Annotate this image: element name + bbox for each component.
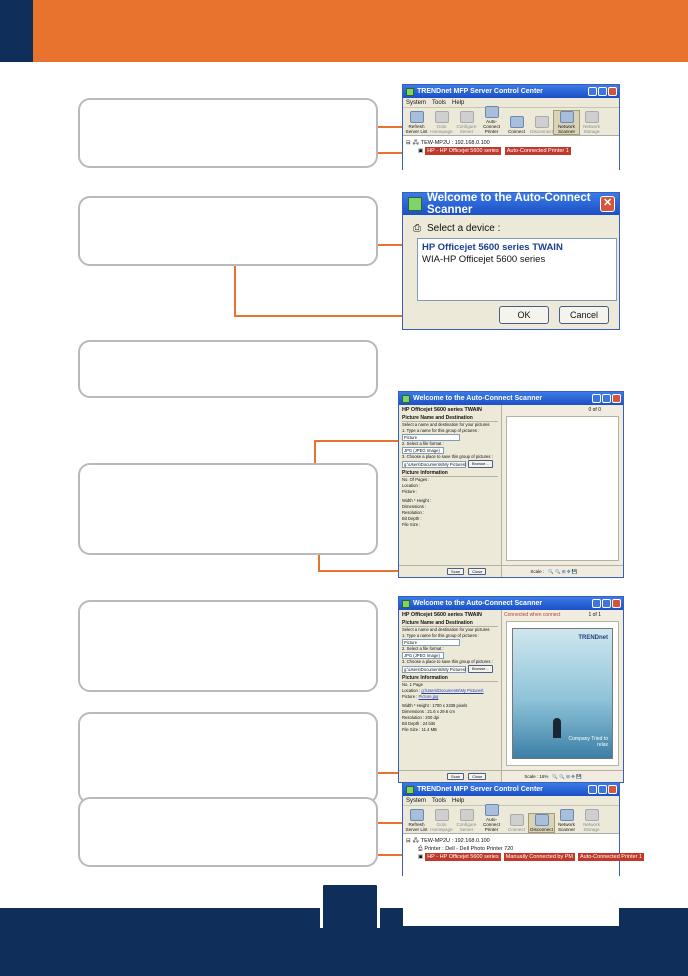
tree-device-row[interactable]: ▣ HP - HP Officejet 5600 series Manually Connected by PM Auto-Connected Printer 1 bbox=[418, 854, 643, 860]
callout-step-2 bbox=[78, 196, 378, 266]
close-button[interactable] bbox=[612, 394, 621, 403]
connected-status: Connected when connect bbox=[504, 612, 561, 618]
info-bit-depth: Bit Depth : bbox=[402, 516, 422, 521]
device-item-wia[interactable]: WIA-HP Officejet 5600 series bbox=[422, 254, 546, 265]
callout-step-3 bbox=[78, 340, 378, 398]
info-resolution: Resolution : bbox=[402, 510, 425, 515]
network-storage-button[interactable]: Network Storage bbox=[579, 111, 604, 134]
scanner-body bbox=[399, 610, 623, 782]
scanner-body bbox=[399, 405, 623, 577]
scan-button[interactable]: Scan bbox=[447, 773, 464, 780]
connect-icon bbox=[510, 814, 524, 826]
info-section-heading: Picture Information bbox=[402, 675, 498, 682]
info-bit-depth: Bit Depth : 24 bits bbox=[402, 721, 436, 726]
close-button[interactable] bbox=[608, 785, 617, 794]
minimize-button[interactable] bbox=[592, 599, 601, 608]
app-icon bbox=[406, 88, 414, 96]
refresh-icon bbox=[410, 809, 424, 821]
info-resolution: Resolution : 200 dpi bbox=[402, 715, 440, 720]
info-pages: No. 1 Page bbox=[402, 682, 423, 687]
storage-icon bbox=[585, 809, 599, 821]
maximize-button[interactable] bbox=[598, 785, 607, 794]
callout-step-6 bbox=[78, 712, 378, 804]
close-dialog-button[interactable]: Close bbox=[468, 568, 486, 575]
name-section-heading: Picture Name and Destination bbox=[402, 415, 498, 422]
scanner-right-pane bbox=[502, 610, 623, 782]
disconnect-icon bbox=[535, 814, 549, 826]
callout-step-1 bbox=[78, 98, 378, 168]
menu-tools[interactable]: Tools bbox=[432, 797, 447, 804]
configure-icon bbox=[460, 809, 474, 821]
configure-server-button[interactable]: Configure Server bbox=[454, 809, 479, 832]
home-icon bbox=[435, 809, 449, 821]
configure-server-button[interactable]: Configure Server bbox=[454, 111, 479, 134]
refresh-server-list-button[interactable]: Refresh Server List bbox=[404, 809, 429, 832]
disconnect-button[interactable]: Disconnect bbox=[529, 814, 554, 832]
scanner-titlebar: Welcome to the Auto-Connect Scanner bbox=[399, 392, 623, 405]
step2-label: 2. Select a file format : bbox=[402, 441, 444, 446]
save-path-input[interactable]: g:\Users\Documents\My Pictures\ bbox=[404, 666, 467, 672]
scanner-icon bbox=[560, 111, 574, 123]
home-icon bbox=[435, 111, 449, 123]
page-counter: 0 of 0 bbox=[588, 407, 601, 413]
scanner-small-icon: ▣ bbox=[418, 854, 424, 860]
picture-name-input[interactable]: Picture bbox=[402, 434, 460, 441]
info-dimensions: Dimensions : 21.6 x 29.6 cm bbox=[402, 709, 455, 714]
header-bar bbox=[0, 0, 688, 62]
step1-label: 1. Type a name for this group of pictures : bbox=[402, 428, 480, 433]
picture-name-input[interactable]: Picture bbox=[402, 639, 460, 646]
minimize-button[interactable] bbox=[592, 394, 601, 403]
scanner-window-scanned bbox=[398, 596, 624, 783]
file-format-select[interactable]: JPG (JPEG Image) bbox=[402, 447, 444, 454]
info-file-size: File Size : bbox=[402, 522, 421, 527]
file-format-select[interactable]: JPG (JPEG Image) bbox=[402, 652, 444, 659]
scanned-poster-image bbox=[512, 628, 613, 759]
callout-step-5 bbox=[78, 600, 378, 692]
info-location: Location : g:\Users\Documents\My Pictures\ bbox=[402, 688, 484, 693]
connect-button[interactable]: Connect bbox=[504, 814, 529, 832]
page-number-box bbox=[320, 882, 380, 928]
toolbar bbox=[403, 806, 619, 834]
info-width-height: Width * Height : bbox=[402, 498, 432, 503]
menu-tools[interactable]: Tools bbox=[432, 99, 447, 106]
tree-printer-row[interactable]: ⎙ Printer : Dell - Dell Photo Printer 720 bbox=[418, 846, 514, 852]
device-list[interactable] bbox=[417, 238, 617, 301]
select-device-dialog bbox=[402, 192, 620, 330]
scanner-window-empty bbox=[398, 391, 624, 578]
disconnect-icon bbox=[535, 116, 549, 128]
tree-device-row[interactable]: ▣ HP - HP Officejet 5600 series Auto-Connected Printer 1 bbox=[418, 148, 569, 154]
minimize-button[interactable] bbox=[588, 87, 597, 96]
printer-icon bbox=[485, 804, 499, 816]
menu-system[interactable]: System bbox=[406, 797, 427, 804]
scanner-right-pane bbox=[502, 405, 623, 577]
control-center-window-2 bbox=[402, 782, 643, 876]
connector-2b-v bbox=[234, 266, 236, 317]
header-tab bbox=[0, 0, 33, 62]
scan-button[interactable]: Scan bbox=[447, 568, 464, 575]
step3-label: 3. Choose a place to save this group of pictures : bbox=[402, 659, 493, 664]
dialog-close-button[interactable]: ✕ bbox=[600, 196, 615, 212]
scale-label: Scale : 16% bbox=[524, 774, 549, 779]
callout-step-4 bbox=[78, 463, 378, 555]
configure-icon bbox=[460, 111, 474, 123]
info-dimensions: Dimensions : bbox=[402, 504, 427, 509]
save-path-input[interactable]: g:\Users\Documents\My Pictures\ bbox=[404, 461, 467, 467]
goto-homepage-button[interactable]: Goto Homepage bbox=[429, 111, 454, 134]
auto-connect-printer-button[interactable]: Auto-Connect Printer bbox=[479, 804, 504, 832]
connect-icon bbox=[510, 116, 524, 128]
scanner-bottom-bar bbox=[399, 565, 623, 577]
callout-step-7 bbox=[78, 797, 378, 867]
printer-small-icon: ⎙ bbox=[418, 846, 423, 852]
device-item-twain[interactable]: HP Officejet 5600 series TWAIN bbox=[422, 242, 563, 253]
select-device-label: ⎙ Select a device : bbox=[413, 223, 501, 234]
tree-collapse-icon[interactable]: ⊟ bbox=[406, 140, 411, 146]
menu-system[interactable]: System bbox=[406, 99, 427, 106]
step1-label: 1. Type a name for this group of pictures : bbox=[402, 633, 480, 638]
connector-4b-v bbox=[318, 555, 320, 570]
menu-bar bbox=[403, 98, 619, 108]
menu-help[interactable]: Help bbox=[452, 797, 465, 804]
scanner-icon: ⎙ bbox=[413, 223, 421, 234]
scanner-small-icon: ▣ bbox=[418, 148, 424, 154]
dialog-titlebar bbox=[403, 193, 619, 215]
close-dialog-button[interactable]: Close bbox=[468, 773, 486, 780]
maximize-button[interactable] bbox=[602, 599, 611, 608]
info-pages: No. Of Pages : bbox=[402, 477, 430, 482]
tree-server-row[interactable]: ⊟ 🖧 TEW-MP2U : 192.168.0.100 bbox=[406, 838, 490, 844]
control-center-titlebar: TRENDnet MFP Server Control Center bbox=[403, 783, 619, 796]
close-button[interactable] bbox=[612, 599, 621, 608]
goto-homepage-button[interactable]: Goto Homepage bbox=[429, 809, 454, 832]
picture-link[interactable]: Picture.jpg bbox=[418, 694, 439, 699]
control-center-title: TRENDnet MFP Server Control Center bbox=[417, 88, 543, 95]
toolbar bbox=[403, 108, 619, 136]
info-width-height: Width * Height : 1700 x 2338 pixels bbox=[402, 703, 468, 708]
info-picture: Picture : bbox=[402, 489, 418, 494]
cancel-button[interactable]: Cancel bbox=[559, 306, 609, 324]
minimize-button[interactable] bbox=[588, 785, 597, 794]
printer-icon bbox=[485, 106, 499, 118]
refresh-icon bbox=[410, 111, 424, 123]
poster-tagline: Company Tried to relax bbox=[568, 736, 608, 748]
app-icon bbox=[406, 786, 414, 794]
info-picture: Picture : Picture.jpg bbox=[402, 694, 439, 699]
poster-person bbox=[553, 718, 561, 738]
poster-brand: TRENDnet bbox=[578, 635, 608, 641]
dialog-title: Welcome to the Auto-Connect Scanner bbox=[427, 192, 591, 216]
scanner-bottom-bar bbox=[399, 770, 623, 782]
network-scanner-button[interactable]: Network Scanner bbox=[554, 809, 579, 832]
scale-label: Scale : bbox=[530, 569, 545, 574]
tree-collapse-icon[interactable]: ⊟ bbox=[406, 838, 411, 844]
server-icon: 🖧 bbox=[412, 838, 419, 844]
device-heading: HP Officejet 5600 series TWAIN bbox=[402, 407, 482, 413]
hint-text: Select a name and destination for your pictures bbox=[402, 422, 490, 427]
zoom-icons: 🔍 🔍 ⊞ ✥ 💾 bbox=[548, 568, 578, 574]
menu-bar bbox=[403, 796, 619, 806]
maximize-button[interactable] bbox=[602, 394, 611, 403]
hint-text: Select a name and destination for your pictures bbox=[402, 627, 490, 632]
server-tree bbox=[403, 834, 643, 926]
step3-label: 3. Choose a place to save this group of pictures : bbox=[402, 454, 493, 459]
info-file-size: File Size : 11.4 MB bbox=[402, 727, 437, 732]
network-storage-button[interactable]: Network Storage bbox=[579, 809, 604, 832]
device-heading: HP Officejet 5600 series TWAIN bbox=[402, 612, 482, 618]
app-icon bbox=[402, 600, 410, 608]
network-scanner-button[interactable]: Network Scanner bbox=[554, 111, 579, 134]
page-counter: 1 of 1 bbox=[588, 612, 601, 618]
step2-label: 2. Select a file format : bbox=[402, 646, 444, 651]
scanner-left-pane bbox=[399, 610, 502, 782]
zoom-icons: 🔍 🔍 ⊞ ✥ 💾 bbox=[552, 773, 582, 779]
location-link[interactable]: g:\Users\Documents\My Pictures\ bbox=[421, 688, 484, 693]
refresh-server-list-button[interactable]: Refresh Server List bbox=[404, 111, 429, 134]
menu-help[interactable]: Help bbox=[452, 99, 465, 106]
close-button[interactable] bbox=[608, 87, 617, 96]
auto-connect-printer-button[interactable]: Auto-Connect Printer bbox=[479, 106, 504, 134]
ok-button[interactable]: OK bbox=[499, 306, 549, 324]
preview-area bbox=[506, 621, 619, 766]
browse-button[interactable]: Browse... bbox=[468, 665, 493, 673]
preview-area bbox=[506, 416, 619, 561]
info-location: Location : bbox=[402, 483, 421, 488]
app-icon bbox=[402, 395, 410, 403]
app-icon bbox=[408, 197, 422, 211]
control-center-titlebar bbox=[403, 85, 619, 98]
browse-button[interactable]: Browse... bbox=[468, 460, 493, 468]
disconnect-button[interactable]: Disconnect bbox=[529, 116, 554, 134]
name-section-heading: Picture Name and Destination bbox=[402, 620, 498, 627]
control-center-window bbox=[402, 84, 620, 170]
server-icon: 🖧 bbox=[412, 140, 419, 146]
scanner-titlebar: Welcome to the Auto-Connect Scanner bbox=[399, 597, 623, 610]
storage-icon bbox=[585, 111, 599, 123]
scanner-left-pane bbox=[399, 405, 502, 577]
tree-server-row[interactable]: ⊟ 🖧 TEW-MP2U : 192.168.0.100 bbox=[406, 140, 490, 146]
scanner-icon bbox=[560, 809, 574, 821]
info-section-heading: Picture Information bbox=[402, 470, 498, 477]
connector-4a-h bbox=[314, 440, 410, 442]
connector-4a-v bbox=[314, 440, 316, 463]
connect-button[interactable]: Connect bbox=[504, 116, 529, 134]
maximize-button[interactable] bbox=[598, 87, 607, 96]
